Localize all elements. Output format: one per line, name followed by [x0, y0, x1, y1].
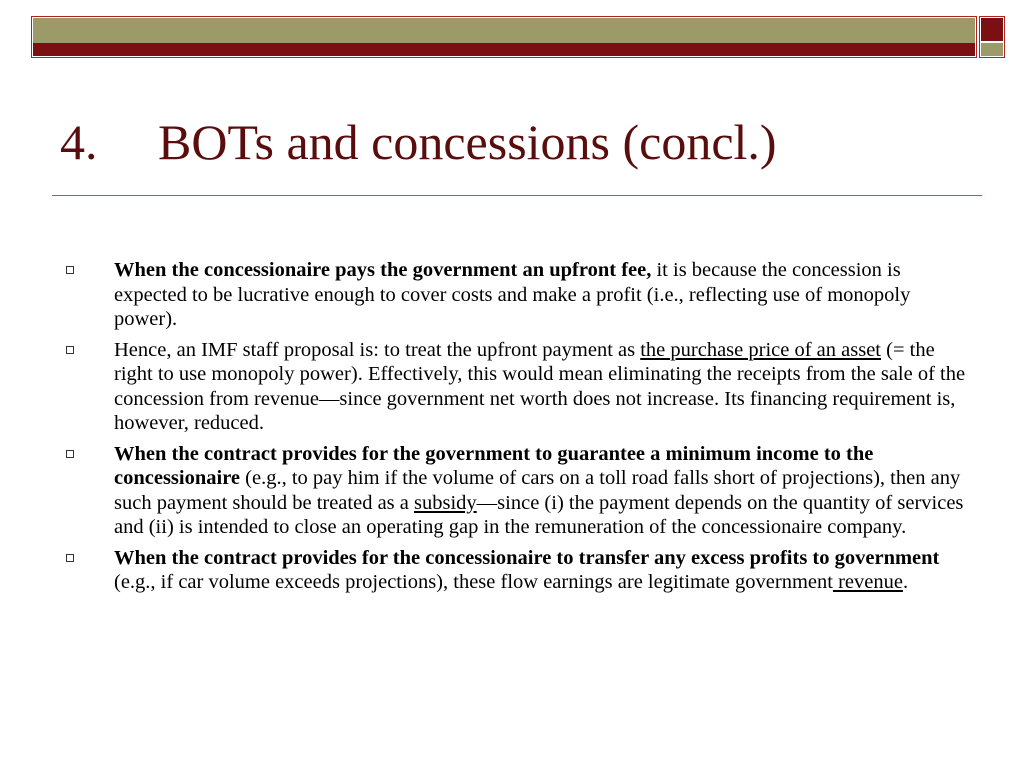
bullet-text: (e.g., if car volume exceeds projections), these flow earnings are legitimate government: [114, 571, 833, 593]
title-text: BOTs and concessions (concl.): [158, 114, 777, 170]
bullet-bold-text: When the contract provides for the government to guarantee a minimum income to the concessionaire: [114, 442, 874, 489]
header-corner-box: [979, 16, 1005, 58]
bullet-item-upfront-fee: [66, 258, 966, 332]
square-bullet-icon: [66, 554, 74, 562]
bullet-text: Hence, an IMF staff proposal is: to treat the upfront payment as: [114, 338, 641, 361]
square-bullet-icon: [66, 266, 74, 274]
slide-title: [60, 112, 777, 172]
square-bullet-icon: [66, 346, 74, 354]
corner-maroon-block: [981, 18, 1003, 41]
title-divider: [52, 195, 982, 196]
bullet-item-imf-proposal: [66, 338, 966, 436]
bullet-text: (= the right to use monopoly power). Effectively, this would mean eliminating the receipts from the sale of the concession from revenue—since government net worth does not increase. Its financing requirement is, however, reduced.: [114, 338, 966, 434]
bullet-list: [66, 258, 966, 601]
bullet-text: (e.g., to pay him if the volume of cars on a toll road falls short of projections), then any such payment should be treated as a: [114, 467, 961, 514]
bullet-text: .: [902, 571, 909, 593]
title-number: 4.: [60, 114, 98, 170]
bullet-text: —since (i) the payment depends on the quantity of services and (ii) is intended to close an operating gap in the remuneration of the concessionaire company.: [114, 491, 964, 538]
header-decoration-bar: [31, 16, 977, 58]
bullet-text: it is because the concession is expected to be lucrative enough to cover costs and make a profit (i.e., reflecting use of monopoly power).: [114, 259, 911, 330]
corner-olive-block: [981, 43, 1003, 56]
bullet-item-minimum-income: [66, 442, 966, 540]
bullet-underlined-text: the purchase price of an asset: [640, 338, 881, 361]
bullet-underlined-text: revenue: [832, 571, 903, 593]
bullet-underlined-text: subsidy: [414, 491, 477, 514]
bullet-item-excess-profits: [66, 546, 966, 595]
header-olive-stripe: [33, 18, 975, 44]
bullet-bold-text: When the contract provides for the concessionaire to transfer any excess profits to government: [114, 546, 940, 569]
square-bullet-icon: [66, 450, 74, 458]
header-maroon-stripe: [33, 43, 975, 56]
bullet-bold-text: When the concessionaire pays the government an upfront fee,: [114, 259, 652, 281]
